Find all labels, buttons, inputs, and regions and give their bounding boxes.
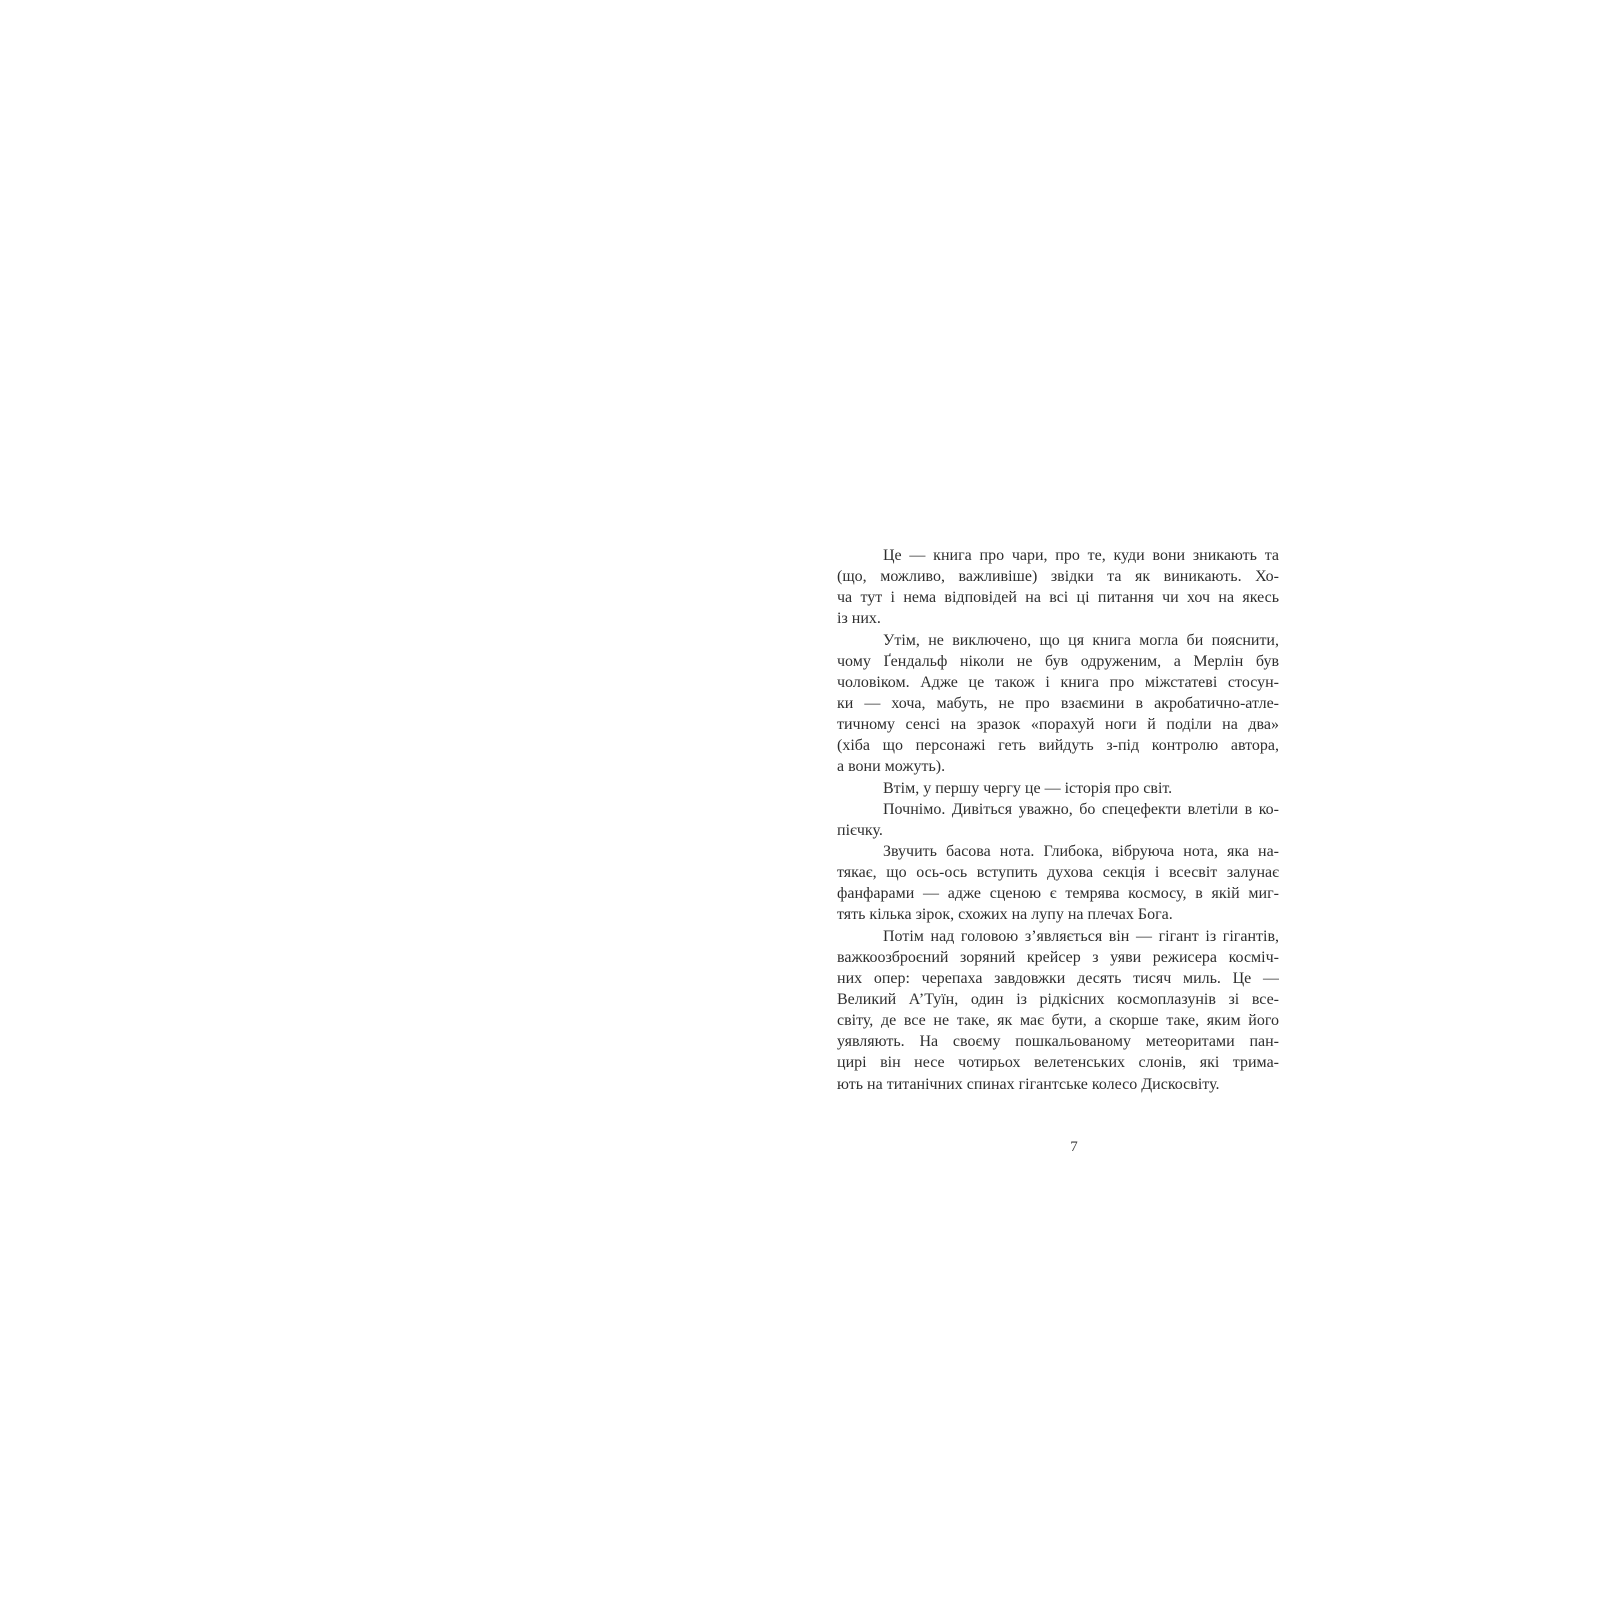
paragraph — [837, 799, 1279, 841]
text-line: чоловіком. Адже це також і книга про міжстатеві стосун- — [837, 673, 1279, 691]
text-line: важкоозброєний зоряний крейсер з уяви режисера косміч- — [837, 948, 1279, 966]
text-line: уявляють. На своєму пошкальованому метеоритами пан- — [837, 1033, 1279, 1051]
text-line: цирі він несе чотирьох велетенських слонів, які трима- — [837, 1054, 1279, 1072]
text-block — [837, 545, 1279, 1095]
text-line: ють на титанічних спинах гігантське колесо Дискосвіту. — [837, 1075, 1220, 1093]
paragraph — [837, 630, 1279, 778]
text-line: (що, можливо, важливіше) звідки та як виникають. Хо- — [837, 568, 1279, 586]
text-line: Великий А’Туїн, один із рідкісних космоплазунів зі все- — [837, 990, 1279, 1008]
paragraph — [837, 778, 1279, 799]
text-line: Потім над головою з’являється він — гігант із гігантів, — [883, 927, 1279, 945]
text-line: фанфарами — адже сценою є темрява космосу, в якій миг- — [837, 885, 1279, 903]
text-line: тякає, що ось-ось вступить духова секція і всесвіт залунає — [837, 864, 1279, 882]
text-line: чому Ґендальф ніколи не був одруженим, а Мерлін був — [837, 652, 1279, 670]
text-line: (хіба що персонажі геть вийдуть з-під контролю автора, — [837, 737, 1279, 755]
text-line: Звучить басова нота. Глибока, вібруюча нота, яка на- — [883, 842, 1279, 860]
text-line: ки — хоча, мабуть, не про взаємини в акробатично-атле- — [837, 694, 1279, 712]
text-line: Втім, у першу чергу це — історія про світ. — [883, 779, 1173, 797]
text-line: Почнімо. Дивіться уважно, бо спецефекти влетіли в ко- — [883, 800, 1279, 818]
text-line: тичному сенсі на зразок «порахуй ноги й поділи на два» — [837, 716, 1279, 734]
text-line: Це — книга про чари, про те, куди вони зникають та — [883, 547, 1279, 564]
text-line: ча тут і нема відповідей на всі ці питання чи хоч на якесь — [837, 589, 1279, 607]
page-number: 7 — [1070, 1139, 1078, 1155]
paragraph — [837, 841, 1279, 926]
text-line: тять кілька зірок, схожих на лупу на плечах Бога. — [837, 906, 1173, 924]
text-line: із них. — [837, 610, 881, 628]
text-line: пієчку. — [837, 821, 883, 839]
text-line: них опер: черепаха завдовжки десять тисяч миль. Це — — [837, 969, 1279, 987]
paragraph — [837, 926, 1279, 1095]
paragraph — [837, 545, 1279, 630]
text-line: Утім, не виключено, що ця книга могла би пояснити, — [883, 631, 1279, 649]
text-line: а вони можуть). — [837, 758, 946, 776]
text-line: світу, де все не таке, як має бути, а скорше таке, яким його — [837, 1012, 1279, 1030]
